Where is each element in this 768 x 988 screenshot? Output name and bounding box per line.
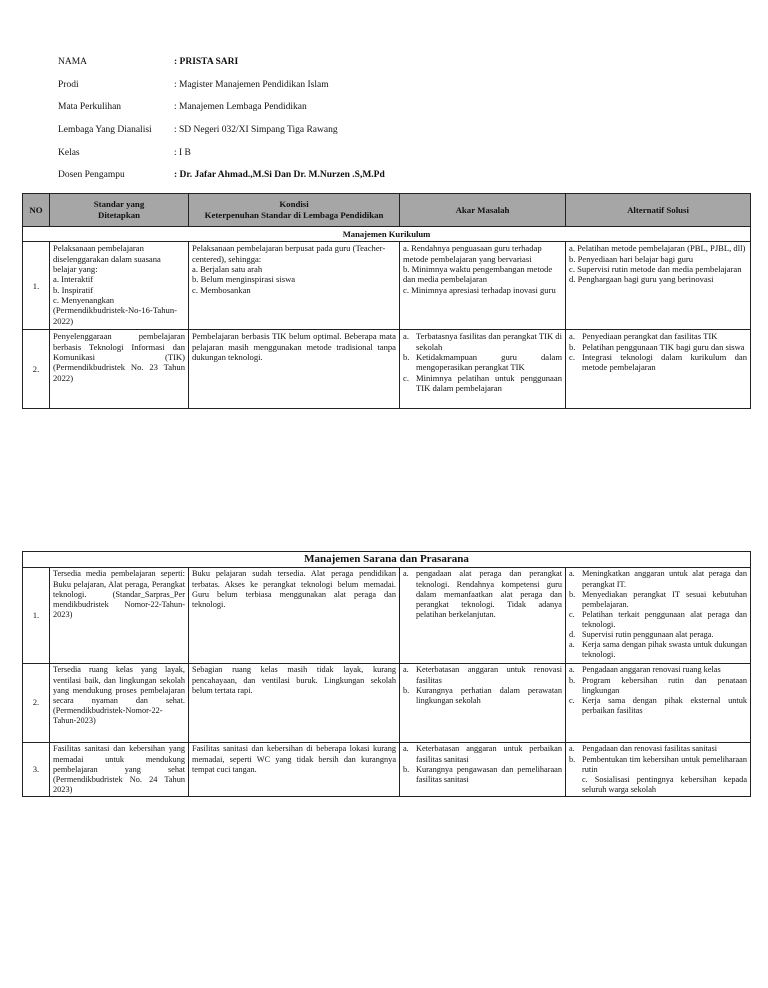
- info-label: Dosen Pengampu: [58, 170, 125, 181]
- cell-list: [569, 665, 747, 716]
- cell-akar: [400, 330, 566, 409]
- cell-line: b. Penyediaan hari belajar bagi guru: [569, 253, 694, 264]
- section-row: [23, 552, 751, 568]
- col-header-standar: Standar yang Ditetapkan: [50, 194, 189, 227]
- cell-kondisi: [189, 330, 400, 409]
- table-row: [23, 242, 751, 330]
- row-number: 2.: [23, 664, 50, 743]
- cell-list: [569, 331, 747, 372]
- analysis-table-sarana: [22, 551, 751, 797]
- list-item: [569, 676, 747, 696]
- cell-line: a. Interaktif: [53, 274, 94, 285]
- cell-akar: [400, 568, 566, 664]
- list-item: [403, 765, 562, 785]
- col-header-no: NO: [23, 194, 50, 227]
- info-label: NAMA: [58, 57, 88, 67]
- cell-line: a. Rendahnya penguasaan guru terhadap metode pembelajaran yang bervariasi: [403, 243, 542, 264]
- list-text: pengadaan alat peraga dan perangkat teknologi. Rendahnya kompetensi guru dalam memanfaatkan alat peraga dan perangkat teknologi. Tidak adanya pelatihan berkelanjutan.: [416, 569, 562, 619]
- list-item: [403, 373, 562, 394]
- list-text: Keterbatasan anggaran untuk renovasi fasilitas: [416, 665, 562, 685]
- info-label: Mata Perkulihan: [58, 102, 122, 113]
- list-marker: b.: [403, 351, 410, 362]
- cell-line: b. Inspiratif: [53, 284, 94, 295]
- list-item: [403, 665, 562, 685]
- list-marker: c.: [569, 351, 575, 362]
- student-info: [58, 57, 385, 216]
- list-text: Kurangnya perhatian dalam perawatan lingkungan sekolah: [416, 685, 562, 705]
- info-value: [174, 125, 385, 148]
- table-row: [23, 330, 751, 409]
- info-value: [174, 57, 385, 80]
- section-title-kurikulum: Manajemen Kurikulum: [23, 227, 751, 242]
- list-marker: [569, 775, 582, 795]
- info-label: Kelas: [58, 147, 80, 158]
- col-header-akar: Akar Masalah: [400, 194, 566, 227]
- cell-standar: [50, 330, 189, 409]
- cell-akar: [400, 664, 566, 743]
- list-text: Pelatihan penggunaan TIK bagi guru dan siswa: [582, 341, 745, 352]
- list-marker: a.: [569, 331, 575, 342]
- list-marker: a.: [403, 744, 409, 754]
- list-marker: a.: [569, 744, 575, 754]
- list-item: [569, 630, 747, 640]
- cell-list: [569, 744, 747, 795]
- list-text: Pelatihan terkait penggunaan alat peraga dan teknologi.: [582, 609, 747, 629]
- list-item: [403, 352, 562, 373]
- cell-solusi: [566, 568, 751, 664]
- list-item: [569, 755, 747, 775]
- cell-line: Pelaksanaan pembelajaran berpusat pada guru (Teacher-centered), sehingga:: [192, 243, 386, 264]
- list-item: [403, 744, 562, 764]
- list-text: Pembentukan tim kebersihan untuk pemeliharaan rutin: [582, 754, 747, 774]
- cell-list: [403, 744, 562, 784]
- list-item: [569, 640, 747, 660]
- cell-kondisi: Fasilitas sanitasi dan kebersihan di beberapa lokasi kurang memadai, seperti WC yang tidak bersih dan kurangnya tempat cuci tangan.: [189, 743, 400, 797]
- list-item: [569, 342, 747, 352]
- row-number: 2.: [23, 330, 50, 409]
- list-text: Pengadaan anggaran renovasi ruang kelas: [582, 665, 721, 675]
- list-marker: d.: [569, 630, 576, 640]
- info-value: [174, 170, 385, 193]
- list-item: [403, 331, 562, 352]
- info-row: [58, 80, 385, 103]
- list-text: Keterbatasan anggaran untuk perbaikan fasilitas sanitasi: [416, 744, 562, 764]
- list-marker: a.: [569, 665, 575, 675]
- list-marker: b.: [403, 685, 410, 695]
- table-row: [23, 743, 751, 797]
- info-value-text: : SD Negeri 032/XI Simpang Tiga Rawang: [174, 125, 338, 136]
- list-text: Kerja sama dengan pihak eksternal untuk perbaikan fasilitas: [582, 695, 747, 715]
- list-marker: c.: [569, 695, 575, 705]
- cell-solusi: [566, 743, 751, 797]
- info-row: [58, 148, 385, 171]
- row-number: 3.: [23, 743, 50, 797]
- info-value: [174, 102, 385, 125]
- info-row: [58, 125, 385, 148]
- info-label: Prodi: [58, 79, 79, 90]
- info-value: [174, 148, 385, 171]
- cell-line: c. Menyenangkan: [53, 294, 115, 305]
- cell-kondisi: Buku pelajaran sudah tersedia. Alat peraga pendidikan terbatas. Akses ke perangkat teknologi belum memadai. Guru belum terbiasa menggunakan alat peraga dan teknologi.: [189, 568, 400, 664]
- list-text: Penyediaan perangkat dan fasilitas TIK: [582, 331, 718, 342]
- list-marker: a.: [403, 569, 409, 579]
- analysis-table-kurikulum: [22, 193, 751, 409]
- list-text: Terbatasnya fasilitas dan perangkat TIK di sekolah: [416, 331, 562, 352]
- info-value-text: : Dr. Jafar Ahmad.,M.Si Dan Dr. M.Nurzen .S,M.Pd: [174, 170, 385, 181]
- cell-line: (Permendikbudristek-No-16-Tahun-2022): [53, 305, 177, 326]
- section-row: [23, 227, 751, 242]
- list-marker: c.: [403, 372, 409, 383]
- cell-line: c. Minimnya apresiasi terhadap inovasi guru: [403, 284, 556, 295]
- info-value-text: : Magister Manajemen Pendidikan Islam: [174, 79, 329, 90]
- list-marker: b.: [569, 754, 576, 764]
- info-label: Lembaga Yang Dianalisi: [58, 125, 152, 136]
- list-item: [569, 696, 747, 716]
- list-text: Kurangnya pengawasan dan pemeliharaan fasilitas sanitasi: [416, 764, 562, 784]
- list-marker: c.: [569, 609, 575, 619]
- list-item: [569, 331, 747, 341]
- cell-solusi: [566, 330, 751, 409]
- list-item: [403, 686, 562, 706]
- cell-line: Pelaksanaan pembelajaran diselenggarakan dalam suasana belajar yang:: [53, 243, 161, 274]
- table-header-row: [23, 194, 751, 227]
- cell-line: Pembelajaran berbasis TIK belum optimal. Beberapa mata pelajaran masih menggunakan metode tradisional tanpa dukungan teknologi.: [192, 331, 396, 362]
- cell-standar: [50, 242, 189, 330]
- cell-akar: [400, 743, 566, 797]
- info-value-text: : I B: [174, 147, 191, 158]
- table-row: [23, 568, 751, 664]
- list-marker: b.: [569, 589, 576, 599]
- info-row: [58, 57, 385, 80]
- cell-line: b. Minimnya waktu pengembangan metode dan media pembelajaran: [403, 263, 553, 285]
- list-text: Meningkatkan anggaran untuk alat peraga dan perangkat IT.: [582, 569, 747, 589]
- list-text: Ketidakmampuan guru dalam mengoperasikan perangkat TIK: [416, 351, 562, 373]
- list-text: Supervisi rutin penggunaan alat peraga.: [582, 630, 714, 640]
- cell-line: b. Belum menginspirasi siswa: [192, 274, 296, 285]
- list-marker: a.: [569, 640, 575, 650]
- cell-line: a. Pelatihan metode pembelajaran (PBL, PJBL, dll): [569, 243, 746, 254]
- cell-solusi: [566, 664, 751, 743]
- row-number: 1.: [23, 568, 50, 664]
- row-number: 1.: [23, 242, 50, 330]
- cell-standar: Tersedia ruang kelas yang layak, ventilasi baik, dan lingkungan sekolah yang mendukung proses pembelajaran secara nyaman dan sehat. (Permendikbudristek-Nomor-22-Tahun-2023): [50, 664, 189, 743]
- list-item: [569, 775, 747, 795]
- list-marker: b.: [403, 764, 410, 774]
- list-text: Integrasi teknologi dalam kurikulum dan metode pembelajaran: [582, 351, 747, 373]
- cell-list: [403, 665, 562, 705]
- cell-line: d. Penghargaan bagi guru yang berinovasi: [569, 274, 714, 285]
- cell-list: [569, 569, 747, 660]
- list-marker: b.: [569, 675, 576, 685]
- list-item: [569, 665, 747, 675]
- cell-list: [403, 569, 562, 620]
- cell-line: c. Supervisi rutin metode dan media pembelajaran: [569, 263, 742, 274]
- info-value: [174, 80, 385, 103]
- list-text: c. Sosialisasi pentingnya kebersihan kepada seluruh warga sekolah: [582, 774, 747, 794]
- cell-line: a. Berjalan satu arah: [192, 263, 263, 274]
- list-item: [569, 569, 747, 589]
- table-row: [23, 664, 751, 743]
- list-text: Kerja sama dengan pihak swasta untuk dukungan teknologi.: [582, 640, 747, 660]
- list-marker: a.: [403, 331, 409, 342]
- list-text: Minimnya pelatihan untuk penggunaan TIK dalam pembelajaran: [416, 372, 562, 393]
- cell-kondisi: [189, 242, 400, 330]
- cell-list: [403, 331, 562, 393]
- list-item: [403, 569, 562, 620]
- list-text: Pengadaan dan renovasi fasilitas sanitasi: [582, 744, 718, 754]
- col-header-kondisi: Kondisi Keterpenuhan Standar di Lembaga Pendidikan: [189, 194, 400, 227]
- list-item: [569, 590, 747, 610]
- list-item: [569, 610, 747, 630]
- cell-line: c. Membosankan: [192, 284, 251, 295]
- section-title-sarana: Manajemen Sarana dan Prasarana: [23, 552, 751, 568]
- info-value-text: : Manajemen Lembaga Pendidikan: [174, 102, 307, 113]
- list-marker: a.: [569, 569, 575, 579]
- list-text: Menyediakan perangkat IT sesuai kebutuhan pembelajaran.: [582, 589, 747, 609]
- cell-akar: [400, 242, 566, 330]
- col-header-solusi: Alternatif Solusi: [566, 194, 751, 227]
- cell-standar: Fasilitas sanitasi dan kebersihan yang memadai untuk mendukung pembelajaran yang sehat (Permendikbudristek No. 24 Tahun 2023): [50, 743, 189, 797]
- cell-solusi: [566, 242, 751, 330]
- list-item: [569, 352, 747, 373]
- cell-kondisi: Sebagian ruang kelas masih tidak layak, kurang pencahayaan, dan ventilasi buruk. Lingkungan sekolah belum tertata rapi.: [189, 664, 400, 743]
- list-item: [569, 744, 747, 754]
- list-text: Program kebersihan rutin dan penataan lingkungan: [582, 675, 747, 695]
- list-marker: a.: [403, 665, 409, 675]
- info-row: [58, 170, 385, 193]
- cell-standar: Tersedia media pembelajaran seperti: Buku pelajaran, Alat peraga, Perangkat teknologi. (Standar_Sarpras_Per mendikbudristek Nomor-22-Tahun-2023): [50, 568, 189, 664]
- cell-line: Penyelenggaraan pembelajaran berbasis Teknologi Informasi dan Komunikasi (TIK) (Permendikbudristek No. 23 Tahun 2022): [53, 331, 185, 383]
- info-row: [58, 102, 385, 125]
- info-value-text: : PRISTA SARI: [174, 57, 239, 67]
- list-marker: b.: [569, 341, 576, 352]
